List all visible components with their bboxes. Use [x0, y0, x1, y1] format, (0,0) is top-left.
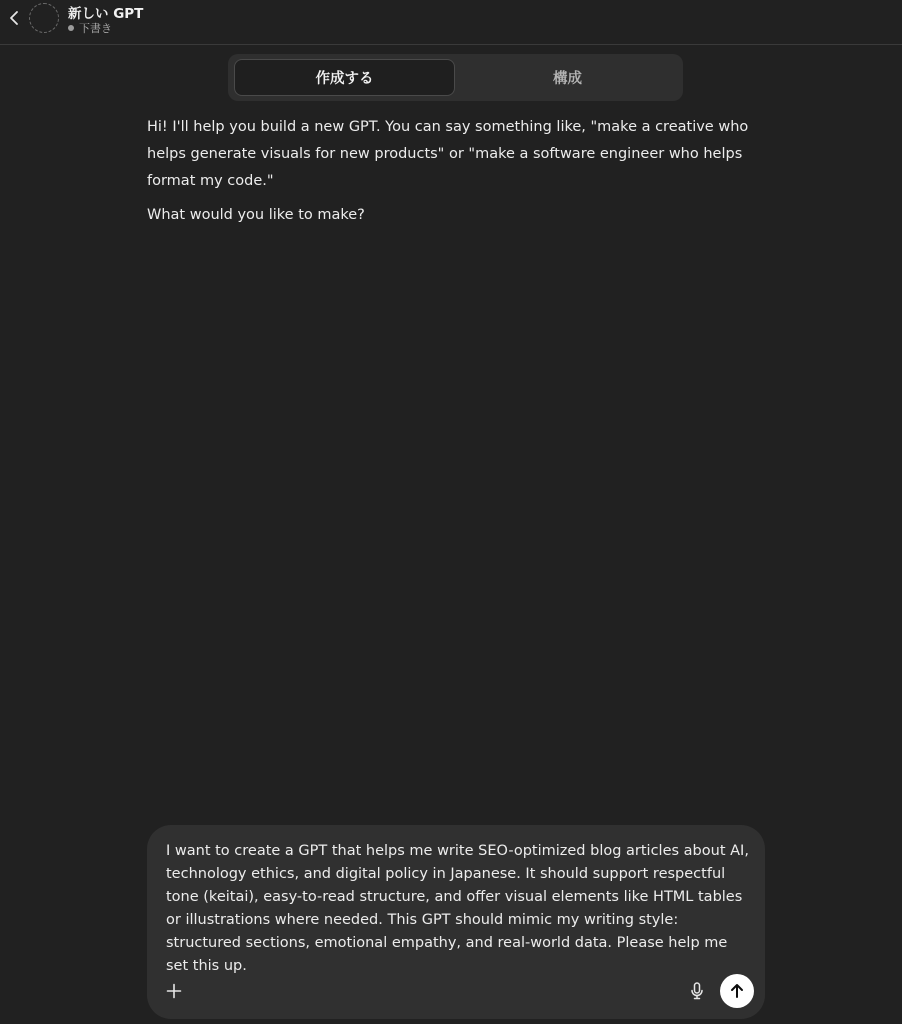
mode-tabs	[228, 54, 683, 101]
send-button[interactable]	[720, 974, 754, 1008]
gpt-avatar[interactable]	[29, 3, 59, 33]
composer-input[interactable]: I want to create a GPT that helps me write SEO-optimized blog articles about AI, technology ethics, and digital policy in Japanese. It should support respectful tone (keitai), easy-to-read structure, and offer visual elements like HTML tables or illustrations where needed. This GPT should mimic my writing style: structured sections, emotional empathy, and real-world data. Please help me set this up.	[166, 843, 749, 974]
assistant-message-intro: Hi! I'll help you build a new GPT. You can say something like, "make a creative who helps generate visuals for new products" or "make a software engineer who helps format my code."	[147, 119, 749, 189]
back-button[interactable]	[4, 8, 24, 28]
plus-icon	[166, 983, 182, 999]
assistant-message-question: What would you like to make?	[147, 207, 365, 223]
top-bar	[0, 0, 902, 45]
gpt-name: 新しい GPT	[68, 6, 144, 22]
tab-create[interactable]: 作成する	[234, 59, 455, 96]
status-label: 下書き	[79, 22, 112, 35]
tab-configure[interactable]: 構成	[553, 71, 582, 87]
draft-status	[68, 20, 112, 36]
microphone-icon	[690, 982, 704, 1000]
status-dot-icon	[68, 25, 74, 31]
arrow-up-icon	[730, 983, 744, 999]
message-composer[interactable]	[147, 825, 765, 1019]
attach-button[interactable]	[163, 980, 185, 1002]
voice-input-button[interactable]	[686, 980, 708, 1002]
assistant-message	[147, 114, 787, 229]
chevron-left-icon	[8, 10, 20, 26]
